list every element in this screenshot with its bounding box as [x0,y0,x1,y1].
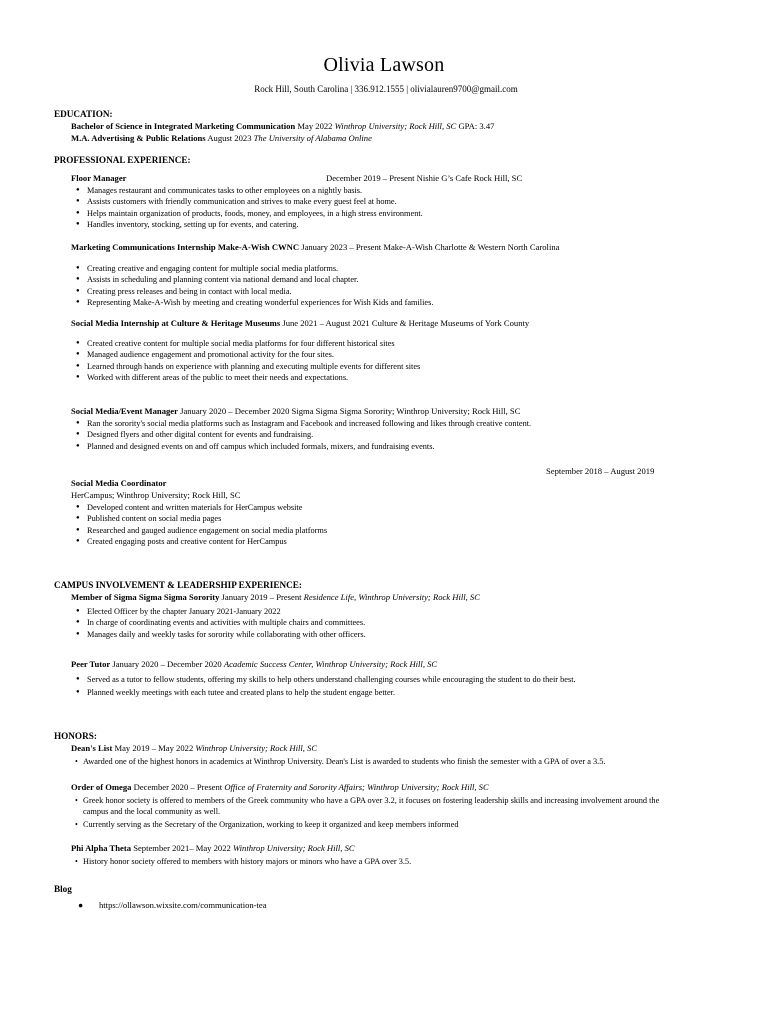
role-heading: Member of Sigma Sigma Sigma Sorority January 2019 – Present Residence Life, Winthrop University; Rock Hill, SC [71,592,480,602]
list-item: • History honor society offered to members with history majors or minors who have a GPA over 3.5. [73,856,411,867]
list-item: ● Served as a tutor to fellow students, offering my skills to help others understand challenging courses while encouraging the student to do their best. [75,674,635,685]
list-item: ● Created engaging posts and creative content for HerCampus [75,536,327,547]
list-item: ● Creating press releases and being in contact with local media. [75,286,433,297]
list-item: ● Created creative content for multiple social media platforms for four different historical sites [75,338,420,349]
list-item: ● Researched and gauged audience engagement on social media platforms [75,525,327,536]
list-item: ● Planned and designed events on and off campus which included formals, mixers, and fundraising events. [75,441,531,452]
list-item: ● Assists customers with friendly communication and strives to make every guest feel at home. [75,196,423,207]
honor-heading: Dean's List May 2019 – May 2022 Winthrop University; Rock Hill, SC [71,743,318,753]
list-item: ● Manages restaurant and communicates tasks to other employees on a nightly basis. [75,185,423,196]
job-bullets [75,338,420,384]
candidate-name: Olivia Lawson [323,54,445,76]
honor-bullets [73,756,605,767]
honor-bullets [73,856,411,867]
blog-heading: Blog [54,884,72,894]
list-item: ● Handles inventory, stocking, setting up for events, and catering. [75,219,423,230]
honor-heading: Phi Alpha Theta September 2021– May 2022 Winthrop University; Rock Hill, SC [71,843,355,853]
education-heading: EDUCATION: [54,109,113,119]
job-bullets [75,502,327,548]
job-bullets [75,418,531,452]
list-item: ● Elected Officer by the chapter January 2021-January 2022 [75,606,366,617]
list-item: ● Creating creative and engaging content for multiple social media platforms. [75,263,433,274]
list-item: ● Helps maintain organization of products, foods, money, and employees, in a high stress environment. [75,208,423,219]
job-heading: Social Media Internship at Culture & Heritage Museums June 2021 – August 2021 Culture & Heritage Museums of York County [71,318,530,328]
blog-bullet: ● [78,900,84,910]
campus-heading: CAMPUS INVOLVEMENT & LEADERSHIP EXPERIENCE: [54,580,302,590]
list-item: • Awarded one of the highest honors in academics at Winthrop University. Dean's List is awarded to students who finish the semester with a GPA of over a 3.5. [73,756,605,767]
job-heading: Social Media/Event Manager January 2020 – December 2020 Sigma Sigma Sigma Sorority; Winthrop University; Rock Hill, SC [71,406,521,416]
blog-link[interactable]: https://ollawson.wixsite.com/communication-tea [99,900,267,910]
list-item: ● In charge of coordinating events and activities with multiple chairs and committees. [75,617,366,628]
job-bullets [75,185,423,231]
job-date: September 2018 – August 2019 [546,466,655,476]
list-item: ● Published content on social media pages [75,513,327,524]
list-item: • Greek honor society is offered to members of the Greek community who have a GPA over 3.2, it focuses on fostering leadership skills and increasing involvement around the campus and the local community as well. [73,796,663,817]
list-item: ● Developed content and written materials for HerCampus website [75,502,327,513]
list-item: ● Representing Make-A-Wish by meeting and creating wonderful experiences for Wish Kids and families. [75,297,433,308]
job-title: Social Media Coordinator [71,478,167,488]
contact-line: Rock Hill, South Carolina | 336.912.1555 | olivialauren9700@gmail.com [254,84,518,94]
list-item: • Currently serving as the Secretary of the Organization, working to keep it organized and keep members informed [73,819,663,830]
job-org: HerCampus; Winthrop University; Rock Hill, SC [71,490,241,500]
list-item: ● Learned through hands on experience with planning and executing multiple events for different sites [75,361,420,372]
list-item: ● Ran the sorority's social media platforms such as Instagram and Facebook and increased following and likes through creative content. [75,418,531,429]
degree-bachelor: Bachelor of Science in Integrated Marketing Communication May 2022 Winthrop University; Rock Hill, SC GPA: 3.47 [71,121,495,131]
list-item: ● Worked with different areas of the public to meet their needs and expectations. [75,372,420,383]
degree-masters: M.A. Advertising & Public Relations August 2023 The University of Alabama Online [71,133,372,143]
job-meta: December 2019 – Present Nishie G’s Cafe Rock Hill, SC [326,173,523,183]
list-item: ● Planned weekly meetings with each tutee and created plans to help the student engage better. [75,687,635,698]
job-bullets [75,263,433,309]
job-title: Floor Manager [71,173,127,183]
role-bullets [75,606,366,640]
role-heading: Peer Tutor January 2020 – December 2020 Academic Success Center, Winthrop University; Rock Hill, SC [71,659,438,669]
list-item: ● Assists in scheduling and planning content via national demand and local chapter. [75,274,433,285]
list-item: ● Managed audience engagement and promotional activity for the four sites. [75,349,420,360]
role-bullets [75,674,635,699]
list-item: ● Designed flyers and other digital content for events and fundraising. [75,429,531,440]
honor-heading: Order of Omega December 2020 – Present Office of Fraternity and Sorority Affairs; Winthrop University; Rock Hill, SC [71,782,489,792]
professional-heading: PROFESSIONAL EXPERIENCE: [54,155,191,165]
job-heading: Marketing Communications Internship Make-A-Wish CWNC January 2023 – Present Make-A-Wish Charlotte & Western North Carolina [71,242,560,252]
honor-bullets [73,796,663,831]
honors-heading: HONORS: [54,731,97,741]
list-item: ● Manages daily and weekly tasks for sorority while collaborating with other officers. [75,629,366,640]
